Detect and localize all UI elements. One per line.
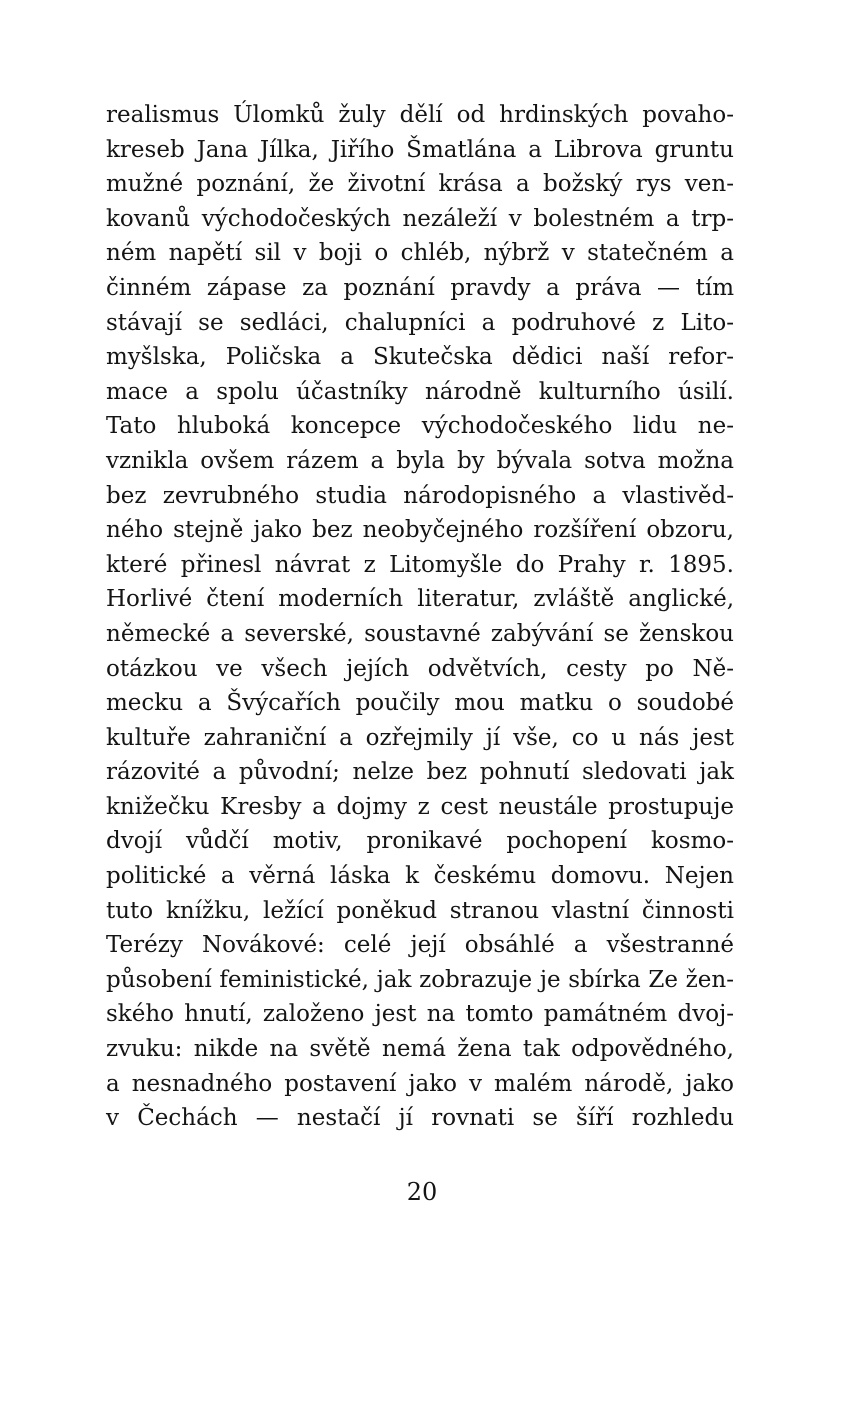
text-line: které přinesl návrat z Litomyšle do Prahy r. 1895. <box>106 551 734 578</box>
text-line: vznikla ovšem rázem a byla by bývala sotva možna <box>106 447 734 474</box>
text-line: dvojí vůdčí motiv, pronikavé pochopení kosmo- <box>106 828 734 855</box>
text-line: stávají se sedláci, chalupníci a podruhové z Lito- <box>106 309 734 336</box>
text-line: kovanů východočeských nezáleží v bolestném a trp- <box>106 205 734 232</box>
text-line: v Čechách — nestačí jí rovnati se šíří rozhledu <box>106 1105 734 1132</box>
text-line: realismus Úlomků žuly dělí od hrdinských povaho- <box>106 102 734 128</box>
text-line: mužné poznání, že životní krása a božský rys ven- <box>106 171 734 198</box>
text-line: mecku a Švýcařích poučily mou matku o soudobé <box>106 690 734 717</box>
text-line: německé a severské, soustavné zabývání se ženskou <box>106 620 734 647</box>
text-line: Terézy Novákové: celé její obsáhlé a všestranné <box>106 932 734 959</box>
text-line: kreseb Jana Jílka, Jiřího Šmatlána a Librova gruntu <box>106 136 734 163</box>
text-line: rázovité a původní; nelze bez pohnutí sledovati jak <box>106 759 734 786</box>
text-line: zvuku: nikde na světě nemá žena tak odpovědného, <box>106 1036 734 1063</box>
text-line: bez zevrubného studia národopisného a vlastivěd- <box>106 482 734 509</box>
text-line: Tato hluboká koncepce východočeského lidu ne- <box>106 413 734 440</box>
text-line: působení feministické, jak zobrazuje je sbírka Ze žen- <box>106 966 734 993</box>
text-line: tuto knížku, ležící poněkud stranou vlastní činnosti <box>106 897 734 924</box>
text-line: otázkou ve všech jejích odvětvích, cesty po Ně- <box>106 655 734 682</box>
text-line: a nesnadného postavení jako v malém národě, jako <box>106 1070 734 1097</box>
text-line: myšlska, Poličska a Skutečska dědici naší refor- <box>106 344 734 371</box>
body-text <box>106 98 734 1136</box>
text-line: politické a věrná láska k českému domovu. Nejen <box>106 863 734 890</box>
text-line: ného stejně jako bez neobyčejného rozšíření obzoru, <box>106 517 734 544</box>
text-line: Horlivé čtení moderních literatur, zvláště anglické, <box>106 586 734 613</box>
text-line: ném napětí sil v boji o chléb, nýbrž v statečném a <box>106 240 734 267</box>
page-number: 20 <box>406 1178 438 1206</box>
text-line: knižečku Kresby a dojmy z cest neustále prostupuje <box>106 793 734 820</box>
text-line: kultuře zahraniční a ozřejmily jí vše, co u nás jest <box>106 724 734 751</box>
text-line: činném zápase za poznání pravdy a práva — tím <box>106 274 734 301</box>
text-line: mace a spolu účastníky národně kulturního úsilí. <box>106 378 734 405</box>
text-line: ského hnutí, založeno jest na tomto památném dvoj- <box>106 1001 734 1028</box>
